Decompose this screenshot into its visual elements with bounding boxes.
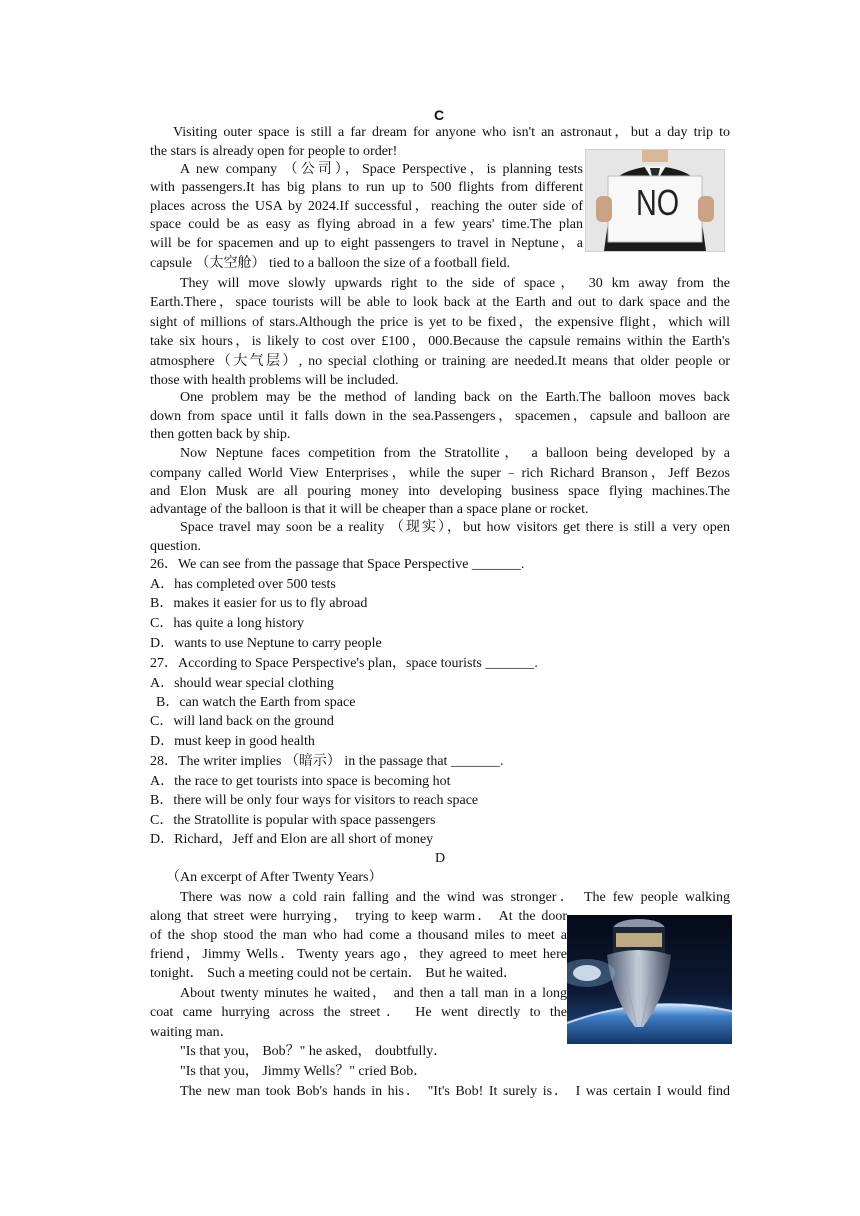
passage-c-line: Now Neptune faces competition from the Stratollite， a balloon being developed by a bbox=[180, 446, 730, 461]
question-26-option-b: B．makes it easier for us to fly abroad bbox=[150, 596, 368, 611]
passage-d-line: of the shop stood the man who had come a thousand miles to meet a bbox=[150, 928, 567, 943]
passage-c-line: will be for spacemen and up to eight passengers to travel in Neptune，a bbox=[150, 236, 583, 251]
passage-d-line: along that street were hurrying， trying to keep warm． At the door bbox=[150, 909, 567, 924]
question-28-option-b: B．there will be only four ways for visitors to reach space bbox=[150, 793, 479, 808]
question-27-stem: 27．According to Space Perspective's plan，space tourists _______. bbox=[150, 656, 538, 671]
passage-c-line: Visiting outer space is still a far dream for anyone who isn't an astronaut，but a day trip to bbox=[173, 125, 730, 140]
passage-d-line: "Is that you， Jimmy Wells？" cried Bob． bbox=[180, 1064, 428, 1079]
no-sign-text: NO bbox=[636, 182, 680, 223]
passage-c-line: One problem may be the method of landing back on the Earth.The balloon moves back bbox=[180, 390, 730, 405]
passage-c-line: with passengers.It has big plans to run up to 500 flights from different bbox=[150, 180, 583, 195]
passage-c-line: then gotten back by ship. bbox=[150, 427, 291, 442]
question-28-option-c: C．the Stratollite is popular with space passengers bbox=[150, 813, 436, 828]
section-c-title: C bbox=[434, 107, 445, 123]
passage-d-line: coat came hurrying across the street． He went directly to the bbox=[150, 1005, 567, 1020]
passage-c-line: atmosphere（大气层）, no special clothing or training are needed.It means that older people or bbox=[150, 354, 730, 369]
passage-c-line: They will move slowly upwards right to the side of space， 30 km away from the bbox=[180, 276, 730, 291]
passage-d-line: The new man took Bob's hands in his． "It's Bob! It surely is． I was certain I would find bbox=[180, 1084, 730, 1099]
question-26-option-c: C．has quite a long history bbox=[150, 616, 304, 631]
passage-d-line: About twenty minutes he waited， and then a tall man in a long bbox=[180, 986, 567, 1001]
passage-c-line: the stars is already open for people to order! bbox=[150, 144, 398, 159]
passage-c-line: A new company （公司），Space Perspective，is planning tests bbox=[180, 162, 583, 177]
passage-c-line: space could be as easy as flying abroad in a few years' time.The plan bbox=[150, 217, 583, 232]
no-sign-image bbox=[585, 149, 725, 252]
passage-c-line: advantage of the balloon is that it will be cheaper than a space plane or rocket. bbox=[150, 502, 589, 517]
passage-d-line: There was now a cold rain falling and the wind was stronger． The few people walking bbox=[180, 890, 730, 905]
section-d-subtitle: （An excerpt of After Twenty Years） bbox=[166, 870, 383, 885]
passage-d-line: "Is that you， Bob？" he asked， doubtfully． bbox=[180, 1044, 448, 1059]
question-27-option-b: B．can watch the Earth from space bbox=[156, 695, 356, 710]
question-26-stem: 26．We can see from the passage that Space Perspective _______. bbox=[150, 557, 525, 572]
passage-d-line: tonight． Such a meeting could not be certain． But he waited． bbox=[150, 966, 518, 981]
question-27-option-a: A．should wear special clothing bbox=[150, 676, 334, 691]
passage-c-line: company called World View Enterprises，while the super﹣rich Richard Branson，Jeff Bezos bbox=[150, 466, 730, 481]
passage-d-line: waiting man． bbox=[150, 1025, 234, 1040]
passage-c-line: Earth.There，space tourists will be able to look back at the Earth and out to dark space and the bbox=[150, 295, 730, 310]
question-28-option-a: A．the race to get tourists into space is becoming hot bbox=[150, 774, 451, 789]
question-26-option-d: D．wants to use Neptune to carry people bbox=[150, 636, 382, 651]
passage-c-line: sight of millions of stars.Although the price is yet to be fixed，the expensive flight，which will bbox=[150, 315, 730, 330]
passage-c-line: Space travel may soon be a reality （现实），but how visitors get there is still a very open bbox=[180, 520, 730, 535]
space-balloon-image bbox=[567, 915, 732, 1044]
passage-d-line: friend，Jimmy Wells．Twenty years ago，they agreed to meet here bbox=[150, 947, 567, 962]
passage-c-line: those with health problems will be included. bbox=[150, 373, 399, 388]
section-d-title: D bbox=[435, 851, 446, 866]
passage-c-line: places across the USA by 2024.If successful，reaching the outer side of bbox=[150, 199, 583, 214]
passage-c-line: and Elon Musk are all pouring money into developing business space flying machines.The bbox=[150, 484, 730, 499]
passage-c-line: capsule （太空舱） tied to a balloon the size of a football field. bbox=[150, 256, 511, 271]
question-28-option-d: D．Richard，Jeff and Elon are all short of money bbox=[150, 832, 434, 847]
passage-c-line: down from space until it falls down in the sea.Passengers，spacemen，capsule and balloon are bbox=[150, 409, 730, 424]
passage-c-line: take six hours，is likely to cost over £100，000.Because the capsule remains within the Earth's bbox=[150, 334, 730, 349]
passage-c-line: question. bbox=[150, 539, 201, 554]
question-28-stem: 28．The writer implies （暗示） in the passage that _______. bbox=[150, 754, 504, 769]
question-26-option-a: A．has completed over 500 tests bbox=[150, 577, 336, 592]
question-27-option-c: C．will land back on the ground bbox=[150, 714, 334, 729]
question-27-option-d: D．must keep in good health bbox=[150, 734, 315, 749]
